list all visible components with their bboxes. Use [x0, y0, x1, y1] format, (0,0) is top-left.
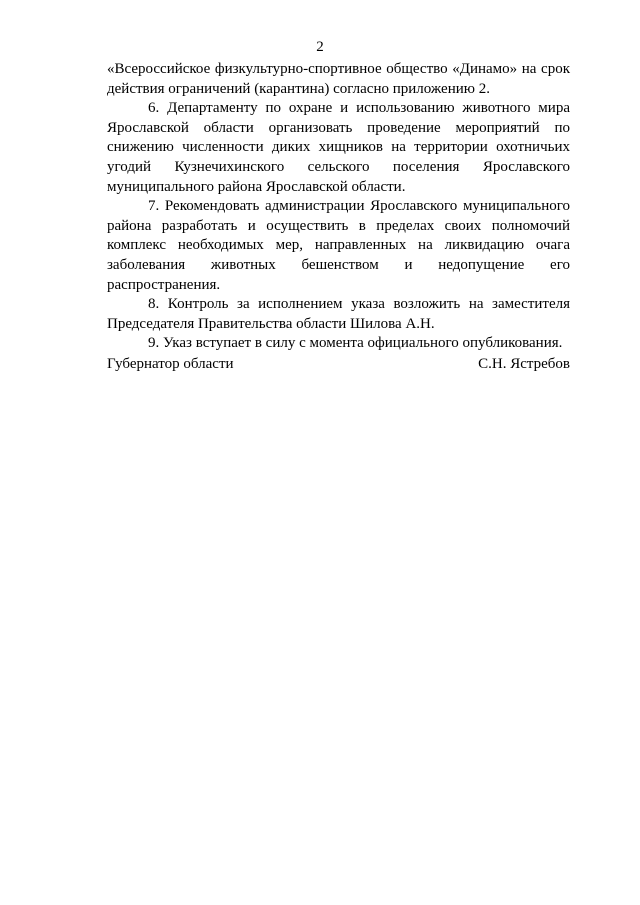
signature-block: [107, 355, 570, 374]
document-body: [107, 60, 570, 354]
paragraph-item-6: 6. Департаменту по охране и использованию животного мира Ярославской области организовать проведение мероприятий по снижению численности диких хищников на территории охотничьих угодий Кузнечихинского сельского поселения Ярославского муниципального района Ярославской области.: [107, 100, 570, 195]
paragraph-item-7: 7. Рекомендовать администрации Ярославского муниципального района разработать и осуществить в пределах своих полномочий комплекс необходимых мер, направленных на ликвидацию очага заболевания животных бешенством и недопущение его распространения.: [107, 198, 570, 293]
signatory-title: Губернатор области: [107, 356, 234, 372]
page-number: 2: [316, 39, 324, 55]
paragraph-item-8: 8. Контроль за исполнением указа возложить на заместителя Председателя Правительства области Шилова А.Н.: [107, 296, 570, 332]
signatory-name: С.Н. Ястребов: [478, 356, 570, 372]
paragraph-item-9: 9. Указ вступает в силу с момента официального опубликования.: [148, 335, 563, 352]
paragraph-continuation: «Всероссийское физкультурно-спортивное общество «Динамо» на срок действия ограничений (карантина) согласно приложению 2.: [107, 61, 570, 97]
